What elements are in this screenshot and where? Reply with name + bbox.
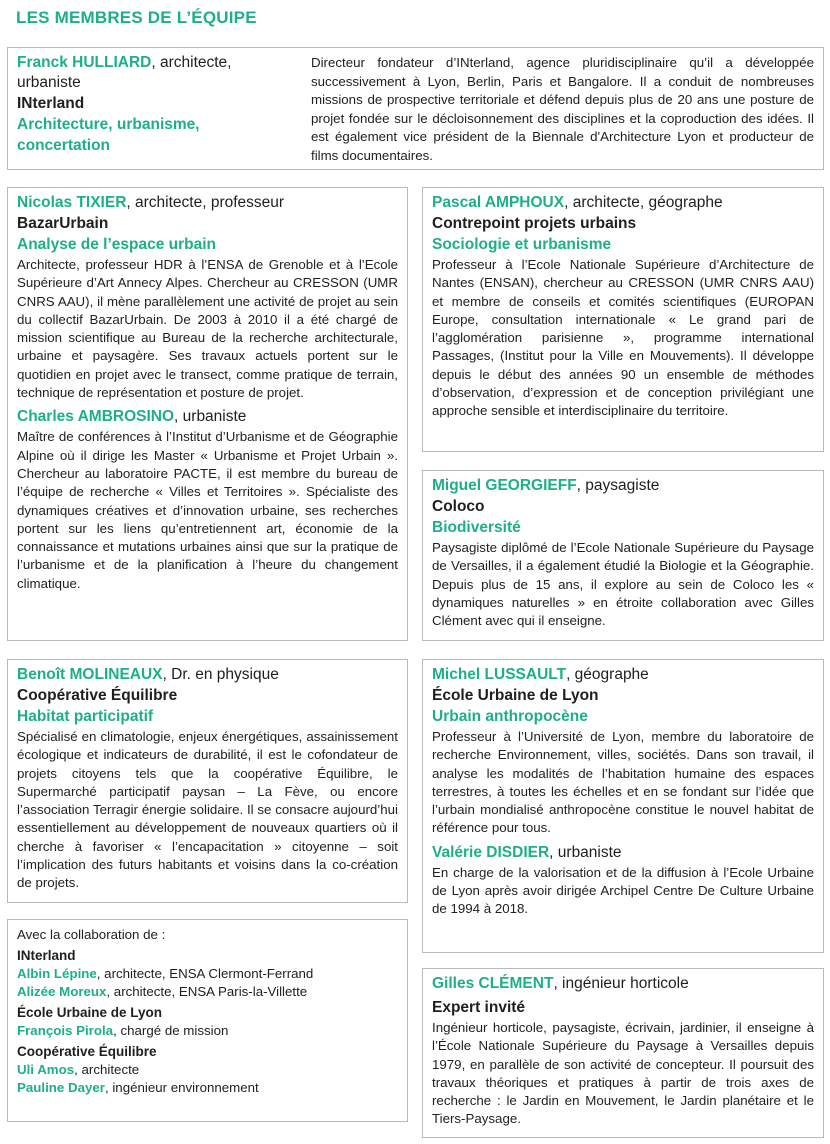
card-molineaux — [7, 659, 408, 903]
member-topic: Habitat participatif — [17, 708, 154, 725]
member-topic: Architecture, urbanisme, concertation — [17, 116, 200, 154]
member-org: Coopérative Équilibre — [17, 687, 178, 704]
collaboration-org: INterland — [17, 948, 76, 963]
member-org: Coloco — [432, 498, 485, 515]
member-topic: Urbain anthropocène — [432, 708, 588, 725]
member-name: Valérie DISDIER — [432, 843, 550, 861]
card-amphoux — [422, 187, 824, 452]
member-org: BazarUrbain — [17, 215, 109, 232]
member-description: Paysagiste diplômé de l’Ecole Nationale Supérieure du Paysage de Versailles, il a également étudié la Biologie et la Géographie. Depuis plus de 15 ans, il explore au sein de Coloco les « dynamiques naturelles » en étroite collaboration avec Gilles Clément avec qui il enseigne. — [432, 540, 814, 629]
collaborator: Uli Amos, architecte — [17, 1062, 140, 1077]
member-description: Architecte, professeur HDR à l’ENSA de Grenoble et à l’Ecole Supérieure d’Art Annecy Alpes. Chercheur au CRESSON (UMR CNRS AAU), il mène parallèlement une activité de projet au sein du collectif BazarUrbain. De 2003 à 2010 il a été chargé de mission scientifique au Bureau de la recherche architecturale, urbaine et paysagère. Ses travaux actuels portent sur le quotidien en projet avec le transect, comme pratique de terrain, technique de représentation et posture de projet. — [17, 257, 398, 401]
member-role: , architecte, professeur — [126, 194, 285, 211]
collaboration-intro: Avec la collaboration de : — [17, 927, 166, 942]
member-name: Miguel GEORGIEFF — [432, 477, 577, 494]
member-description: Maître de conférences à l’Institut d’Urbanisme et de Géographie Alpine où il dirige les Master « Urbanisme et Projet Urbain ». Chercheur au laboratoire PACTE, il est membre du bureau de l’équipe de recherche « Villes et Territoires ». Spécialiste des dynamiques créatives et d’innovation urbaine, ses recherches portent sur les liens qu’entretiennent art, économie de la connaissance et mutations urbaines ainsi que sur la pratique de l’urbanisme et de la planification à l’heure du changement climatique. — [17, 429, 398, 591]
member-role: , paysagiste — [576, 477, 660, 494]
member-name: Gilles CLÉMENT — [432, 975, 554, 992]
member-org: Contrepoint projets urbains — [432, 215, 637, 232]
member-name: Charles AMBROSINO — [17, 408, 175, 426]
card-lussault-disdier — [422, 659, 824, 953]
member-name: Michel LUSSAULT — [432, 666, 567, 683]
member-name: Pascal AMPHOUX — [432, 194, 565, 211]
member-role: , ingénieur horticole — [553, 975, 689, 992]
member-role: , architecte, urbaniste — [17, 54, 232, 91]
member-description: Professeur à l’Ecole Nationale Supérieure d’Architecture de Nantes (ENSAN), chercheur au CRESSON (UMR CNRS AAU) et membre de conseils et comités scientifiques (EUROPAN Europe, consultation internationale « Le grand pari de l’agglomération parisienne », programme international Passages, (Institut pour la Ville en Mouvements). Il développe depuis le début des années 90 un ensemble de méthodes d’observation, d’expression et de conception privilégiant une approche sensible et interdisciplinaire du territoire. — [432, 257, 814, 419]
member-description: En charge de la valorisation et de la diffusion à l’Ecole Urbaine de Lyon après avoir dirigée Archipel Centre De Culture Urbaine de 1994 à 2018. — [432, 864, 814, 917]
member-description: Spécialisé en climatologie, enjeux énergétiques, assainissement écologique et indicateurs de durabilité, il est le cofondateur de projets citoyens tels que la coopérative Équilibre, le Supermarché participatif paysan – La Fève, ou encore l’association Terragir énergie solidaire. Il se consacre aujourd’hui essentiellement au développement de nouveaux quartiers où il cherche à favoriser « l’encapacitation » citoyenne – soit l’implication des futurs habitants et voisins dans la co-création de projets. — [17, 729, 398, 891]
collaboration-org: École Urbaine de Lyon — [17, 1005, 163, 1020]
card-tixier-ambrosino — [7, 187, 408, 641]
page-title: LES MEMBRES DE L’ÉQUIPE — [16, 8, 257, 27]
collaborator: François Pirola, chargé de mission — [17, 1023, 229, 1038]
member-org: INterland — [17, 95, 85, 112]
card-hulliard — [7, 47, 824, 170]
member-name: Benoît MOLINEAUX — [17, 666, 163, 683]
member-description: Directeur fondateur d’INterland, agence pluridisciplinaire qu’il a développée successivement à Lyon, Berlin, Paris et Bangalore. Il a conduit de nombreuses missions de prospective territoriale et défend depuis plus de 20 ans une posture de projet fondée sur le décloisonnement des disciplines et la coproduction des idées. Il est également vice président de la Biennale d'Architecture Lyon et producteur de films documentaires. — [311, 55, 814, 163]
member-topic: Sociologie et urbanisme — [432, 236, 612, 253]
member-role: , urbaniste — [549, 843, 622, 861]
member-topic: Analyse de l’espace urbain — [17, 236, 217, 253]
member-org: École Urbaine de Lyon — [432, 687, 599, 704]
member-topic: Biodiversité — [432, 519, 521, 536]
member-role: , géographe — [566, 666, 649, 683]
card-georgieff — [422, 470, 824, 641]
member-role: , Dr. en physique — [162, 666, 279, 683]
collaborator: Alizée Moreux, architecte, ENSA Paris-la-Villette — [17, 984, 308, 999]
member-role: , urbaniste — [174, 408, 247, 426]
member-description: Professeur à l’Université de Lyon, membre du laboratoire de recherche Environnement, villes, sociétés. Dans son travail, il analyse les modalités de l’habitation humaine des espaces terrestres, à toutes les échelles et en se fondant sur l’idée que l’urbain mondialisé anthropocène constitue le nouvel habitat de référence pour tous. — [432, 729, 814, 836]
member-org: Expert invité — [432, 999, 526, 1016]
card-clement — [422, 968, 824, 1138]
collaboration-org: Coopérative Équilibre — [17, 1044, 157, 1059]
collaborator: Albin Lépine, architecte, ENSA Clermont-Ferrand — [17, 966, 314, 981]
member-name: Franck HULLIARD — [17, 54, 152, 71]
hulliard-identity — [17, 53, 287, 166]
member-name: Nicolas TIXIER — [17, 194, 127, 211]
card-collaboration — [7, 919, 408, 1122]
collaborator: Pauline Dayer, ingénieur environnement — [17, 1080, 259, 1095]
member-role: , architecte, géographe — [564, 194, 723, 211]
member-description: Ingénieur horticole, paysagiste, écrivain, jardinier, il enseigne à l’École Nationale Supérieure du Paysage à Versailles depuis 1979, en parallèle de son activité de concepteur. Il poursuit des travaux théoriques et pratiques à partir de trois axes de recherche : le Jardin en Mouvement, le Jardin planétaire et le Tiers-Paysage. — [432, 1020, 814, 1127]
